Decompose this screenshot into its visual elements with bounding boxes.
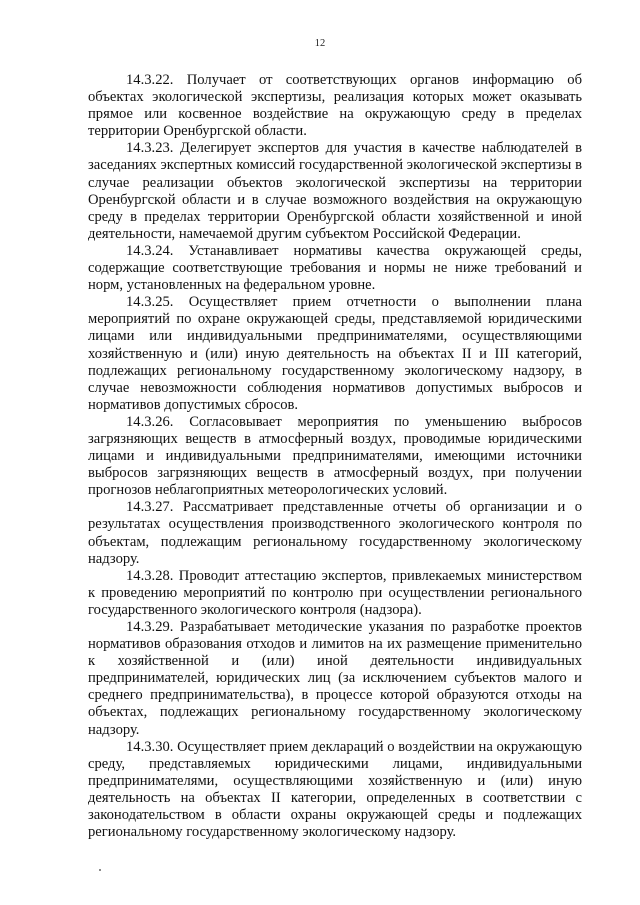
paragraph-number: 14.3.26. <box>126 413 174 430</box>
paragraph-number: 14.3.29. <box>126 619 174 635</box>
paragraph-text: Проводит аттестацию экспертов, привлекаемых министерством к проведению мероприятий по контролю при осуществлении регионального государственного экологического контроля (надзора). <box>88 567 582 618</box>
paragraph-number: 14.3.28. <box>126 567 174 584</box>
paragraph-text: Получает от соответствующих органов информацию об объектах экологической экспертизы, реализация которых может оказывать прямое или косвенное воздействие на окружающую среду в пределах территории Оренбургской области. <box>88 72 582 140</box>
paragraph-number: 14.3.30. <box>126 738 174 755</box>
paragraph-14-3-24 <box>88 243 582 294</box>
paragraph-text: Согласовывает мероприятия по уменьшению выбросов загрязняющих веществ в атмосферный воздух, проводимые юридическими лицами и индивидуальными предпринимателями, имеющими источники выбросов загрязняющих веществ в атмосферный воздух, при получении прогнозов неблагоприятных метеорологических условий. <box>88 413 582 499</box>
paragraph-number: 14.3.24. <box>126 242 174 259</box>
paragraph-text: Осуществляет прием отчетности о выполнении плана мероприятий по охране окружающей среды, представляемой юридическими лицами или индивидуальными предпринимателями, осуществляющими хозяйственную и (или) иную деятельность на объектах II и III категорий, подлежащих региональному государственному экологическому надзору, в случае невозможности соблюдения нормативов допустимых выбросов и нормативов допустимых сбросов. <box>88 294 582 413</box>
paragraph-14-3-22 <box>88 72 582 140</box>
paragraph-number: 14.3.23. <box>126 140 174 157</box>
paragraph-number: 14.3.27. <box>126 499 174 516</box>
paragraph-14-3-29 <box>88 619 582 739</box>
paragraph-number: 14.3.25. <box>126 294 174 311</box>
scan-speck <box>99 869 101 871</box>
paragraph-text: Делегирует экспертов для участия в качестве наблюдателей в заседаниях экспертных комиссий государственной экологической экспертизы в случае реализации объектов экологической экспертизы на территории Оренбургской области и в случае возможного воздействия на окружающую среду в пределах территории Оренбургской области хозяйственной и иной деятельности, намечаемой другим субъектом Российской Федерации. <box>88 140 582 242</box>
paragraph-14-3-23 <box>88 140 582 243</box>
paragraph-number: 14.3.22. <box>126 72 174 88</box>
paragraph-14-3-28 <box>88 568 582 619</box>
paragraph-14-3-30 <box>88 739 582 842</box>
paragraph-14-3-27 <box>88 499 582 567</box>
paragraph-text: Рассматривает представленные отчеты об организации и о результатах осуществления производственного экологического контроля по объектам, подлежащим региональному государственному экологическому надзору. <box>88 499 582 567</box>
paragraph-text: Осуществляет прием деклараций о воздействии на окружающую среду, представляемых юридическими лицами, индивидуальными предпринимателями, осуществляющими хозяйственную и (или) иную деятельность на объектах II категории, определенных в соответствии с законодательством в области охраны окружающей среды и подлежащих региональному государственному экологическому надзору. <box>88 738 583 841</box>
paragraph-text: Разрабатывает методические указания по разработке проектов нормативов образования отходов и лимитов на их размещение применительно к хозяйственной и (или) иной деятельности индивидуальных предпринимателей, юридических лиц (за исключением субъектов малого и среднего предпринимательства), в процессе которой образуются отходы на объектах, подлежащих региональному государственному экологическому надзору. <box>88 619 582 738</box>
page-number: 12 <box>314 38 326 49</box>
document-body <box>88 72 582 841</box>
paragraph-14-3-26 <box>88 414 582 499</box>
paragraph-14-3-25 <box>88 294 582 414</box>
paragraph-text: Устанавливает нормативы качества окружающей среды, содержащие соответствующие требования и нормы не ниже требований и норм, установленных на федеральном уровне. <box>88 242 582 294</box>
